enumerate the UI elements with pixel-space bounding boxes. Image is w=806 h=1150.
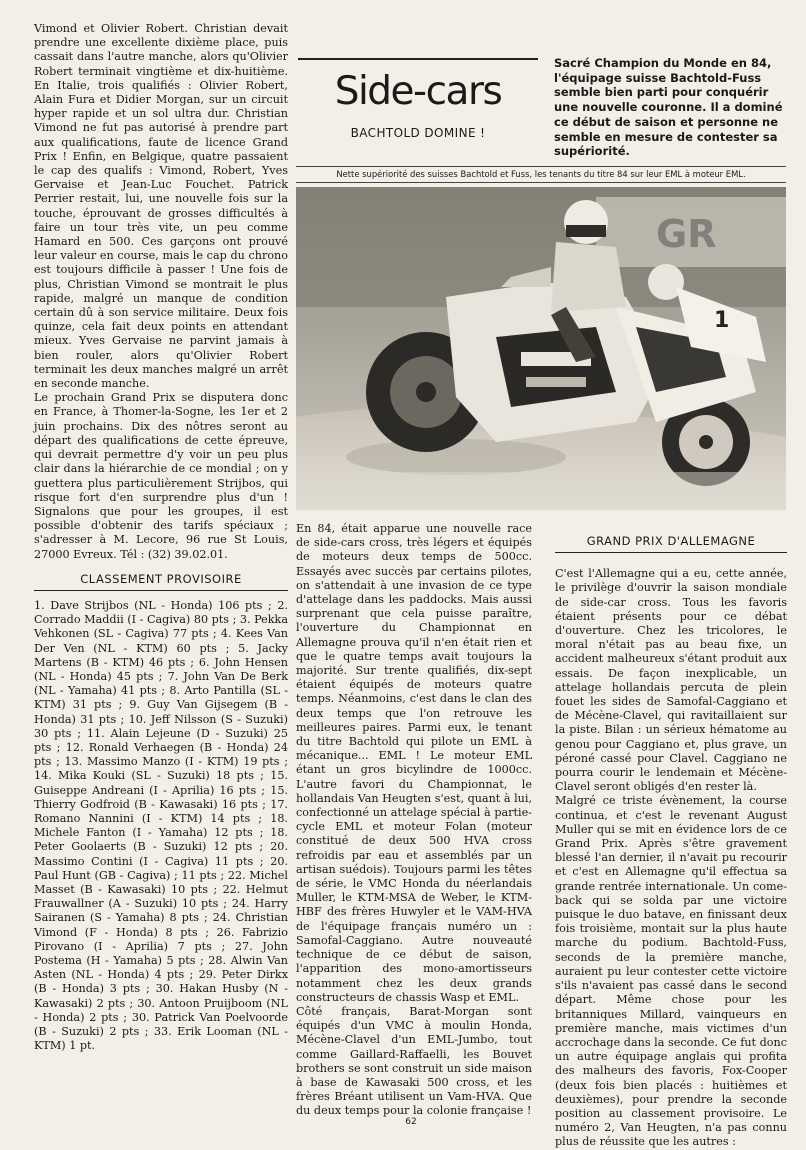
photo-caption: Nette supériorité des suisses Bachtold et Fuss, les tenants du titre 84 sur leur EML à moteur EML.: [296, 166, 786, 183]
standings-text: 1. Dave Strijbos (NL - Honda) 106 pts ; 2. Corrado Maddii (I - Cagiva) 80 pts ; 3. Pekka Vehkonen (SL - Cagiva) 77 pts ; 4. Kees Van Der Ven (NL - KTM) 60 pts ; 5. Jacky Martens (B - KTM) 46 pts ; 6. John Hensen (NL - Honda) 45 pts ; 7. John Van De Berk (NL - Yamaha) 41 pts ; 8. Arto Pantilla (SL - KTM) 31 pts ; 9. Guy Van Gijsegem (B - Honda) 31 pts ; 10. Jeff Nilsson (S - Suzuki) 30 pts ; 11. Alain Lejeune (D - Suzuki) 25 pts ; 12. Ronald Verhaegen (B - Honda) 24 pts ; 13. Massimo Manzo (I - KTM) 19 pts ; 14. Mika Kouki (SL - Suzuki) 18 pts ; 15. Guiseppe Andreani (I - Aprilia) 16 pts ; 15. Thierry Godfroid (B - Kawasaki) 16 pts ; 17. Romano Nannini (I - KTM) 14 pts ; 18. Michele Fanton (I - Yamaha) 12 pts ; 18. Peter Goolaerts (B - Suzuki) 12 pts ; 20. Massimo Contini (I - Cagiva) 11 pts ; 20. Paul Hunt (GB - Cagiva) ; 11 pts ; 22. Michel Masset (B - Kawasaki) 10 pts ; 22. Helmut Frauwallner (A - Suzuki) 10 pts ; 24. Harry Sairanen (S - Yamaha) 8 pts ; 24. Christian Vimond (F - Honda) 8 pts ; 26. Fabrizio Pirovano (I - Aprilia) 7 pts ; 27. John Postema (H - Yamaha) 5 pts ; 28. Alwin Van Asten (NL - Honda) 4 pts ; 29. Peter Dirkx (B - Honda) 3 pts ; 30. Hakan Husby (N - Kawasaki) 2 pts ; 30. Antoon Pruijboom (NL - Honda) 2 pts ; 30. Patrick Van Poelvoorde (B - Suzuki) 2 pts ; 33. Erik Looman (NL - KTM) 1 pt.: [34, 598, 289, 1053]
svg-text:GR: GR: [656, 212, 717, 256]
standings-heading: CLASSEMENT PROVISOIRE: [34, 572, 288, 591]
right-paragraph-1: C'est l'Allemagne qui a eu, cette année, le privilège d'ouvrir la saison mondiale de side-car cross. Tous les favoris étaient présents pour ce débat d'ouverture. Chez les tricolores, le moral n'était pas au beau fixe, un accident malheureux s'étant produit aux essais. De façon inexplicable, un attelage hollandais percuta de plein fouet les sides de Samofal-Caggiano et de Mécène-Clavel, qui ravitaillaient sur la piste. Bilan : un sérieux hématome au genou pour Caggiano et, plus grave, un péroné cassé pour Clavel. Caggiano ne pourra courir le lendemain et Mécène-Clavel seront obligés d'en rester là.: [555, 567, 787, 794]
left-paragraph-1: Vimond et Olivier Robert. Christian devait prendre une excellente dixième place, puis cassait dans l'autre manche, alors qu'Olivier Robert terminait vingtième et dix-huitième. En Italie, trois qualifiés : Olivier Robert, Alain Fura et Didier Morgan, sur un circuit hyper rapide et un sol ultra dur. Christian Vimond ne fut pas autorisé à prendre part aux qualifications, faute de licence Grand Prix ! Enfin, en Belgique, quatre passaient le cap des qualifs : Vimond, Robert, Yves Gervaise et Jean-Luc Fouchet. Patrick Perrier restait, lui, une nouvelle fois sur la touche, éprouvant de grosses difficultés à faire un tour très vite, un peu comme Hamard en 500. Ces garçons ont prouvé leur valeur en course, mais le cap du chrono est toujours difficile à passer ! Une fois de plus, Christian Vimond se montrait le plus rapide, malgré un manque de condition certain dû à son service militaire. Deux fois quinze, cela fait deux points en attendant mieux. Yves Gervaise ne parvint jamais à bien rouler, alors qu'Olivier Robert terminait les deux manches malgré un arrêt en seconde manche.: [34, 22, 288, 391]
page-number: 62: [405, 1117, 417, 1127]
middle-paragraph-2: Côté français, Barat-Morgan sont équipés d'un VMC à moulin Honda, Mécène-Clavel d'un EML-Jumbo, tout comme Gaillard-Raffaelli, les Bouvet brothers se sont construit un side maison à base de Kawasaki 500 cross, et les frères Bréant utilisent un Vam-HVA. Que du deux temps pour la colonie française !: [296, 1004, 532, 1118]
grand-prix-heading: GRAND PRIX D'ALLEMAGNE: [555, 534, 787, 553]
right-paragraph-2: Malgré ce triste évènement, la course continua, et c'est le revenant August Muller qui se mit en évidence lors de ce Grand Prix. Après s'être gravement blessé l'an dernier, il n'avait pu recourir et c'est en Allemagne qu'il effectua sa grande rentrée internationale. Un come-back qui se solda par une victoire puisque le duo batave, en finissant deux fois troisième, montait sur la plus haute marche du podium. Bachtold-Fuss, seconds de la première manche, auraient pu leur contester cette victoire s'ils n'avaient pas cassé dans le second départ. Même chose pour les britanniques Millard, vainqueurs en première manche, mais victimes d'un accrochage dans la seconde. Ce fut donc un autre équipage anglais qui profita des malheurs des favoris, Fox-Cooper (deux fois bien placés : huitièmes et deuxièmes), pour prendre la seconde position au classement provisoire. Le numéro 2, Van Heugten, n'a pas connu plus de réussite que les autres :: [555, 794, 787, 1149]
left-column: [34, 22, 288, 1053]
middle-paragraph-1: En 84, était apparue une nouvelle race de side-cars cross, très légers et équipés de moteurs deux temps de 500cc. Essayés avec succès par certains pilotes, on s'attendait à une invasion de ce type d'attelage dans les paddocks. Mais aussi surprenant que cela puisse paraître, l'ouverture du Championnat en Allemagne prouva qu'il n'en était rien et que le quatre temps avait toujours la majorité. Sur trente qualifiés, dix-sept étaient équipés de moteurs quatre temps. Néanmoins, c'est dans le clan des deux temps que l'on retrouve les meilleures paires. Parmi eux, le tenant du titre Bachtold qui pilote un EML à mécanique... EML ! Le moteur EML étant un gros bicylindre de 1000cc. L'autre favori du Championnat, le hollandais Van Heugten s'est, quant à lui, confectionné un attelage spécial à partie-cycle EML et moteur Folan (moteur constitué de deux 500 HVA cross refroidis par eau et assemblés par un artisan suédois). Toujours parmi les têtes de série, le VMC Honda du néerlandais Muller, le KTM-MSA de Weber, le KTM-HBF des frères Huwyler et le VAM-HVA de l'équipage français numéro un : Samofal-Caggiano. Autre nouveauté technique de ce début de saison, l'apparition des mono-amortisseurs notamment chez les deux grands constructeurs de chassis Wasp et EML.: [296, 522, 533, 1004]
sidecar-photo: [296, 187, 786, 510]
article-intro: Sacré Champion du Monde en 84, l'équipage suisse Bachtold-Fuss semble bien parti pour conquérir une nouvelle couronne. Il a dominé ce début de saison et personne ne semble en mesure de contester sa supériorité.: [554, 56, 783, 159]
middle-column: [296, 522, 532, 1119]
article-title-block: [298, 58, 538, 170]
right-column: [555, 534, 787, 1150]
race-number: 1: [714, 308, 730, 333]
sidecar-photo-illustration: [296, 187, 786, 510]
left-paragraph-2: Le prochain Grand Prix se disputera donc en France, à Thomer-la-Sogne, les 1er et 2 juin prochains. Dix des nôtres seront au départ des qualifications de cette épreuve, qui devrait permettre d'y voir un peu plus clair dans la hiérarchie de ce mondial ; on y guettera plus particulièrement Strijbos, qui risque fort d'en surprendre plus d'un ! Signalons que pour les groupes, il est possible d'obtenir des tarifs spéciaux ; s'adresser à M. Lecore, 96 rue St Louis, 27000 Evreux. Tél : (32) 39.02.01.: [34, 391, 288, 561]
article-subtitle: BACHTOLD DOMINE !: [350, 126, 486, 140]
standings-list: [34, 599, 288, 1054]
article-title: Side-cars: [334, 69, 502, 114]
